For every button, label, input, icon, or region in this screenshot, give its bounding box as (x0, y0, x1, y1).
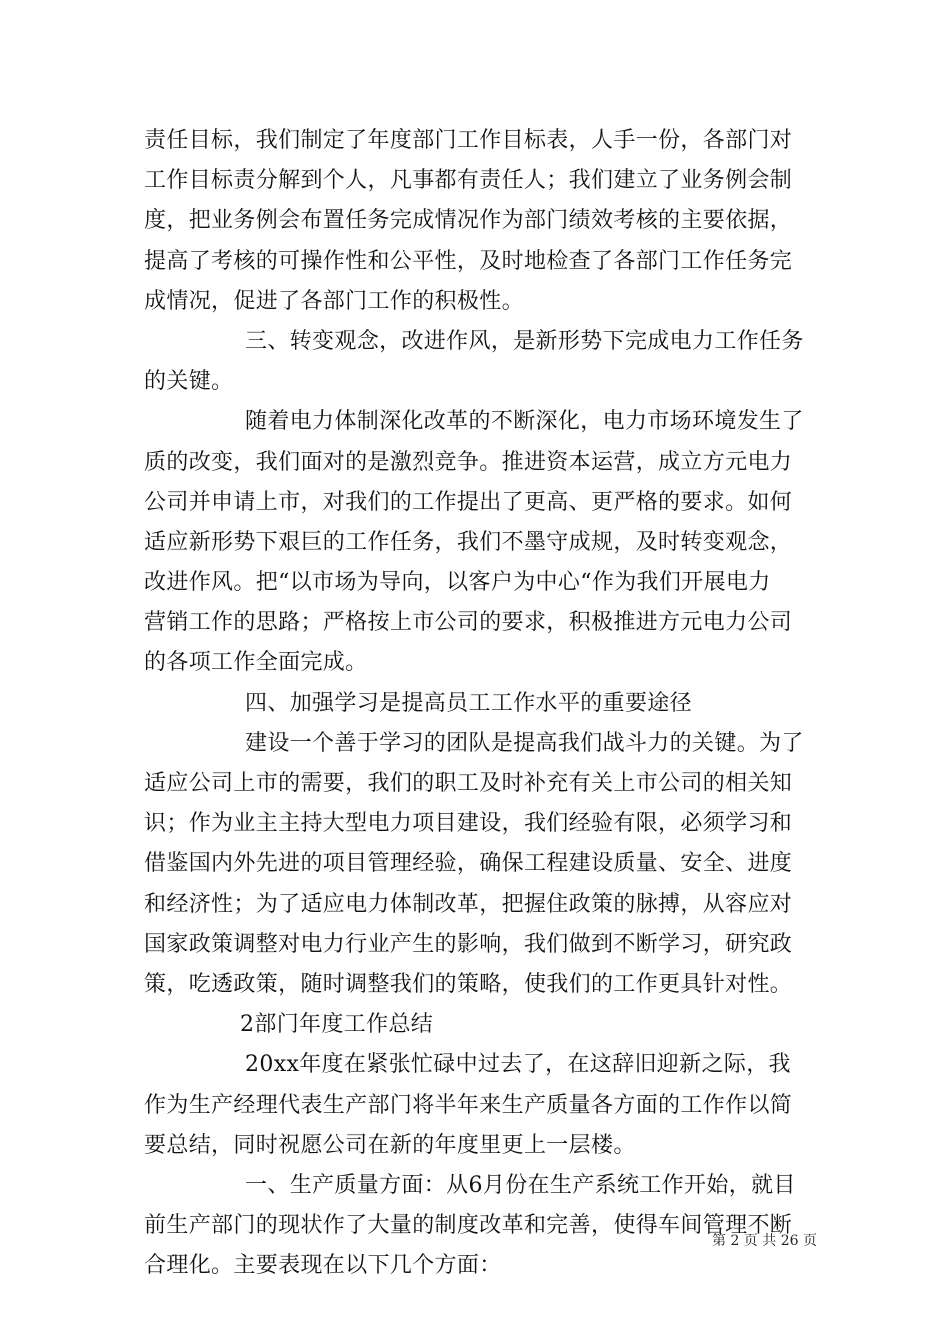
text-line: 营销工作的思路；严格按上市公司的要求，积极推进方元电力公司 (144, 610, 793, 636)
text-line: 的各项工作全面完成。 (144, 650, 368, 676)
section-heading-4: 四、加强学习是提高员工工作水平的重要途径 (245, 690, 693, 716)
article-title: 2部门年度工作总结 (240, 1012, 434, 1038)
paragraph-start: 建设一个善于学习的团队是提高我们战斗力的关键。为了 (245, 730, 804, 756)
section-heading-3: 三、转变观念，改进作风，是新形势下完成电力工作任务 (245, 328, 804, 354)
text-line: 度，把业务例会布置任务完成情况作为部门绩效考核的主要依据， (144, 208, 793, 234)
text-line: 适应新形势下艰巨的工作任务，我们不墨守成规，及时转变观念， (144, 529, 793, 555)
page-number-footer: 第 2 页 共 26 页 (712, 1233, 817, 1249)
section-heading-1: 一、生产质量方面：从6月份在生产系统工作开始，就目 (245, 1172, 796, 1198)
text-line: 作为生产经理代表生产部门将半年来生产质量各方面的工作作以简 (144, 1092, 793, 1118)
text-line: 策，吃透政策，随时调整我们的策略，使我们的工作更具针对性。 (144, 971, 793, 997)
text-line: 的关键。 (144, 369, 234, 395)
text-line: 要总结，同时祝愿公司在新的年度里更上一层楼。 (144, 1132, 636, 1158)
text-line: 合理化。主要表现在以下几个方面： (144, 1253, 502, 1279)
text-line: 提高了考核的可操作性和公平性，及时地检查了各部门工作任务完 (144, 248, 793, 274)
paragraph-start: 20xx年度在紧张忙碌中过去了，在这辞旧迎新之际，我 (245, 1052, 791, 1078)
text-line: 和经济性；为了适应电力体制改革，把握住政策的脉搏，从容应对 (144, 891, 793, 917)
text-line: 工作目标责分解到个人，凡事都有责任人；我们建立了业务例会制 (144, 168, 793, 194)
text-line: 质的改变，我们面对的是激烈竞争。推进资本运营，成立方元电力 (144, 449, 793, 475)
text-line: 责任目标，我们制定了年度部门工作目标表，人手一份，各部门对 (144, 128, 793, 153)
text-line: 借鉴国内外先进的项目管理经验，确保工程建设质量、安全、进度 (144, 851, 793, 877)
text-line: 改进作风。把“以市场为导向，以客户为中心“作为我们开展电力 (144, 570, 771, 596)
text-line: 成情况，促进了各部门工作的积极性。 (144, 288, 524, 314)
paragraph-start: 随着电力体制深化改革的不断深化，电力市场环境发生了 (245, 409, 804, 435)
document-body (144, 121, 808, 1286)
text-line: 识；作为业主主持大型电力项目建设，我们经验有限，必须学习和 (144, 811, 793, 837)
text-line: 公司并申请上市，对我们的工作提出了更高、更严格的要求。如何 (144, 489, 793, 515)
text-line: 适应公司上市的需要，我们的职工及时补充有关上市公司的相关知 (144, 771, 793, 796)
text-line: 前生产部门的现状作了大量的制度改革和完善，使得车间管理不断 (144, 1213, 793, 1239)
text-line: 国家政策调整对电力行业产生的影响，我们做到不断学习，研究政 (144, 931, 793, 957)
